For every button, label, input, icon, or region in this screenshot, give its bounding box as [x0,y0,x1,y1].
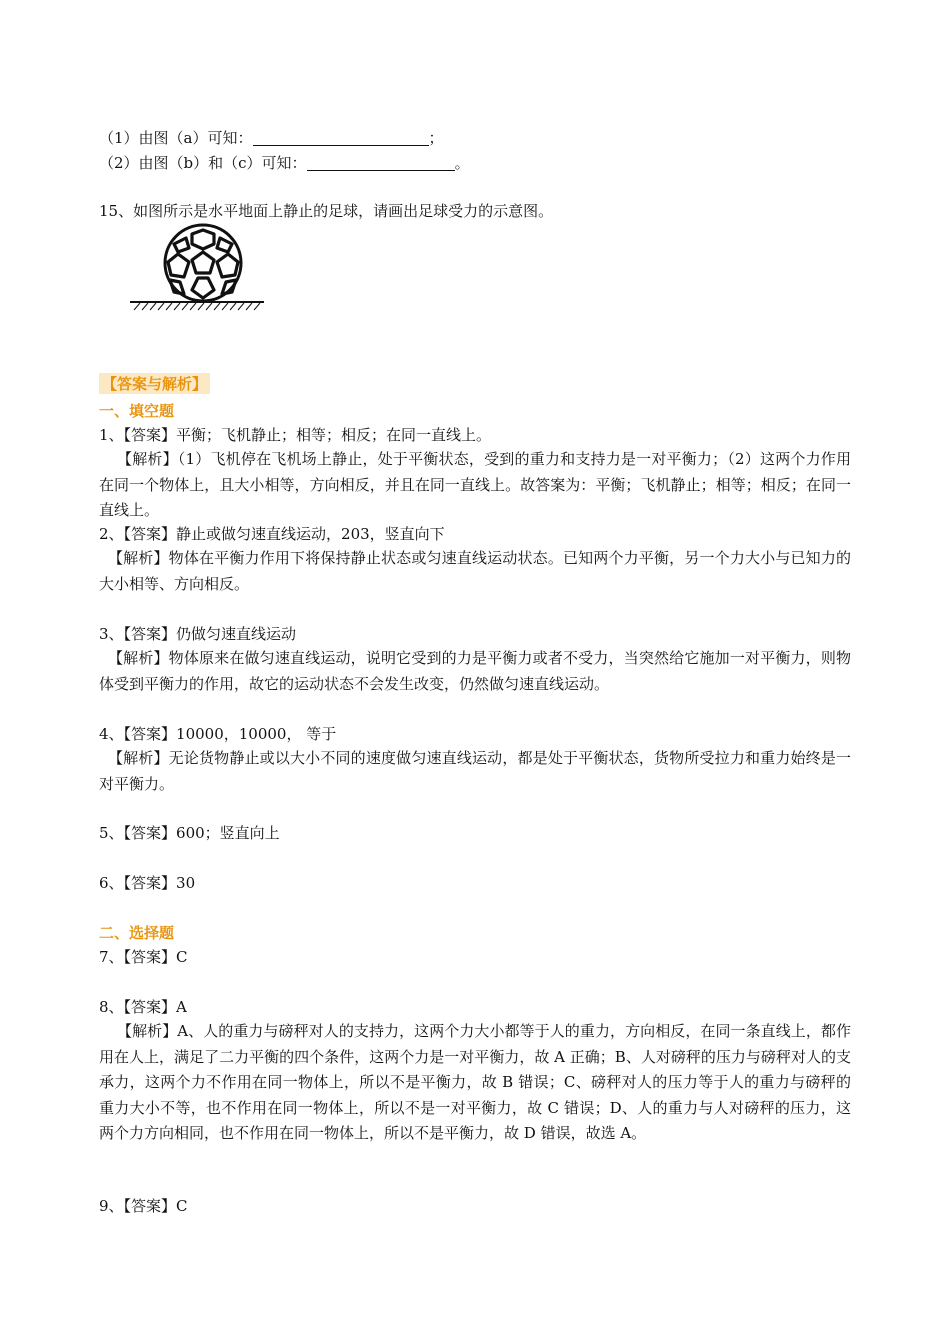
answer-8-explanation: 【解析】A、人的重力与磅秤对人的支持力，这两个力大小都等于人的重力，方向相反，在同一条直线上，都作用在人上，满足了二力平衡的四个条件，这两个力是一对平衡力，故 A 正确；B、人对磅秤的压力与磅秤对人的支承力，这两个力不作用在同一物体上，所以不是平衡力，故 B 错误；C、磅秤对人的压力等于人的重力与磅秤的重力大小不等，也不作用在同一物体上，所以不是一对平衡力，故 C 错误；D、人的重力与人对磅秤的压力，这两个力方向相同，也不作用在同一物体上，所以不是平衡力，故 D 错误，故选 A。 [99,1022,851,1142]
q14-part1 [99,127,444,149]
answer-8: 8、【答案】A [99,998,187,1016]
q14-part2 [99,152,470,174]
q14-part1-punct: ； [428,129,444,147]
q14-part2-punct: 。 [454,154,470,172]
answer-4-explanation: 【解析】无论货物静止或以大小不同的速度做匀速直线运动，都是处于平衡状态，货物所受拉力和重力始终是一对平衡力。 [99,749,851,793]
answer-9: 9、【答案】C [99,1197,188,1215]
answer-blank-2[interactable] [307,154,455,171]
answer-2: 2、【答案】静止或做匀速直线运动，203，竖直向下 [99,525,445,543]
answer-4: 4、【答案】10000，10000， 等于 [99,725,337,743]
answer-3: 3、【答案】仍做匀速直线运动 [99,625,297,643]
answer-7: 7、【答案】C [99,948,188,966]
soccer-ball-on-ground-icon [128,222,266,316]
answers-title-text: 【答案与解析】 [102,375,208,393]
answer-blank-1[interactable] [253,129,429,146]
answer-2-explanation: 【解析】物体在平衡力作用下将保持静止状态或匀速直线运动状态。已知两个力平衡，另一个力大小与已知力的大小相等、方向相反。 [99,549,851,593]
answer-1: 1、【答案】平衡；飞机静止；相等；相反；在同一直线上。 [99,426,492,444]
answers-title [99,373,210,394]
answer-3-explanation: 【解析】物体原来在做匀速直线运动，说明它受到的力是平衡力或者不受力，当突然给它施加一对平衡力，则物体受到平衡力的作用，故它的运动状态不会发生改变，仍然做匀速直线运动。 [99,649,851,693]
section1-heading: 一、填空题 [99,402,175,420]
q14-part1-label: （1）由图（a）可知： [99,129,253,147]
section2-heading: 二、选择题 [99,924,175,942]
answer-1-explanation: 【解析】（1）飞机停在飞机场上静止，处于平衡状态，受到的重力和支持力是一对平衡力；（2）这两个力作用在同一个物体上，且大小相等，方向相反，并且在同一直线上。故答案为：平衡；飞机静止；相等；相反；在同一直线上。 [99,450,851,519]
q14-part2-label: （2）由图（b）和（c）可知： [99,154,307,172]
answer-5: 5、【答案】600；竖直向上 [99,824,280,842]
answer-6: 6、【答案】30 [99,874,196,892]
q15-text: 15、如图所示是水平地面上静止的足球，请画出足球受力的示意图。 [99,202,554,220]
